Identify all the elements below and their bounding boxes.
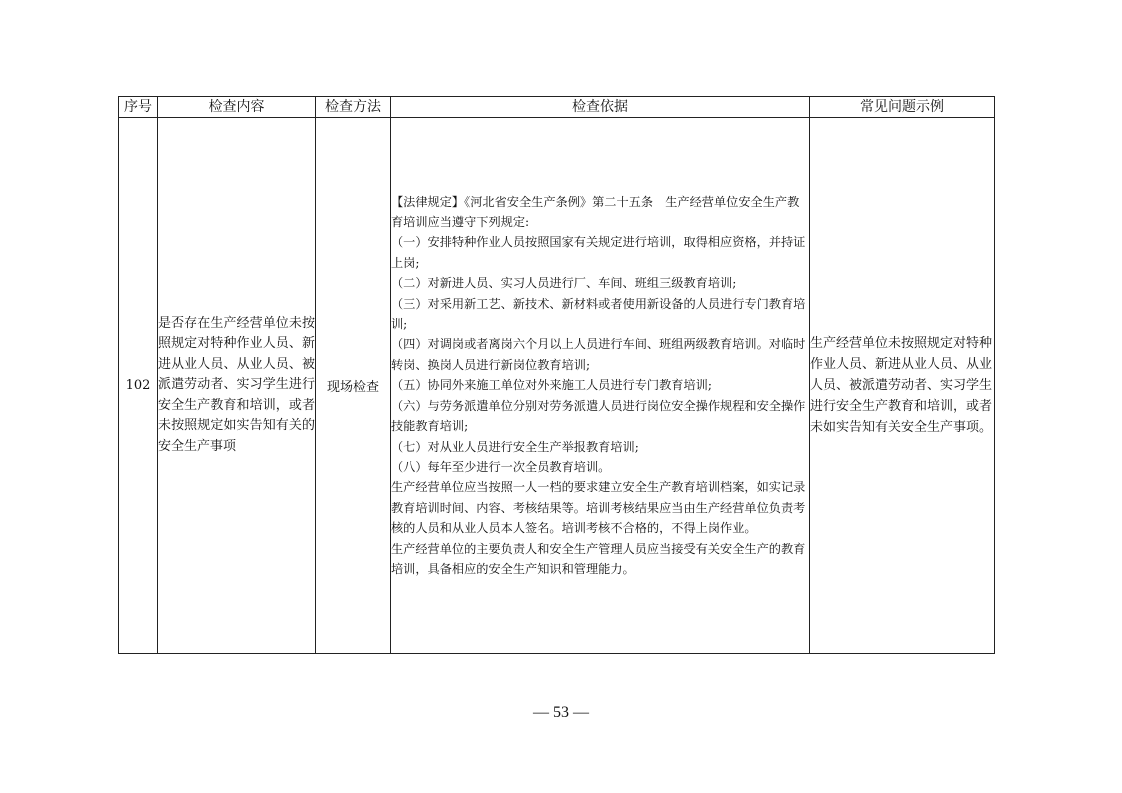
inspection-basis <box>391 118 810 654</box>
basis-line: （三）对采用新工艺、新技术、新材料或者使用新设备的人员进行专门教育培训; <box>391 296 806 332</box>
header-method: 检查方法 <box>316 97 391 118</box>
basis-line: （四）对调岗或者离岗六个月以上人员进行车间、班组两级教育培训。对临时转岗、换岗人员进行新岗位教育培训; <box>391 337 806 372</box>
table-header <box>119 97 995 118</box>
header-content: 检查内容 <box>158 97 316 118</box>
inspection-method: 现场检查 <box>316 118 391 654</box>
basis-line: （八）每年至少进行一次全员教育培训。 <box>391 459 611 474</box>
header-basis: 检查依据 <box>391 97 810 118</box>
page-number: — 53 — <box>533 704 589 721</box>
basis-line: 【法律规定】《河北省安全生产条例》第二十五条 生产经营单位安全生产教育培训应当遵守下列规定: <box>391 194 800 230</box>
basis-line: （七）对从业人员进行安全生产举报教育培训; <box>391 439 639 454</box>
basis-line: 生产经营单位应当按照一人一档的要求建立安全生产教育培训档案，如实记录教育培训时间、内容、考核结果等。培训考核结果应当由生产经营单位负责考核的人员和从业人员本人签名。培训考核不合格的，不得上岗作业。 <box>391 480 806 536</box>
row-number: 102 <box>119 118 158 654</box>
header-issues: 常见问题示例 <box>810 97 995 118</box>
basis-line: 生产经营单位的主要负责人和安全生产管理人员应当接受有关安全生产的教育培训，具备相应的安全生产知识和管理能力。 <box>391 541 806 576</box>
inspection-table <box>118 96 995 654</box>
common-issues: 生产经营单位未按照规定对特种作业人员、新进从业人员、从业人员、被派遣劳动者、实习学生进行安全生产教育和培训，或者未如实告知有关安全生产事项。 <box>810 118 995 654</box>
basis-line: （一）安排特种作业人员按照国家有关规定进行培训，取得相应资格，并持证上岗; <box>391 235 806 270</box>
table-row <box>119 118 995 654</box>
header-num: 序号 <box>119 97 158 118</box>
basis-line: （二）对新进人员、实习人员进行厂、车间、班组三级教育培训; <box>391 276 737 291</box>
header-row <box>119 97 995 118</box>
inspection-content: 是否存在生产经营单位未按照规定对特种作业人员、新进从业人员、从业人员、被派遣劳动者、实习学生进行安全生产教育和培训，或者未按照规定如实告知有关的安全生产事项 <box>158 118 316 654</box>
basis-line: （六）与劳务派遣单位分别对劳务派遣人员进行岗位安全操作规程和安全操作技能教育培训; <box>391 398 806 434</box>
basis-line: （五）协同外来施工单位对外来施工人员进行专门教育培训; <box>391 378 712 393</box>
